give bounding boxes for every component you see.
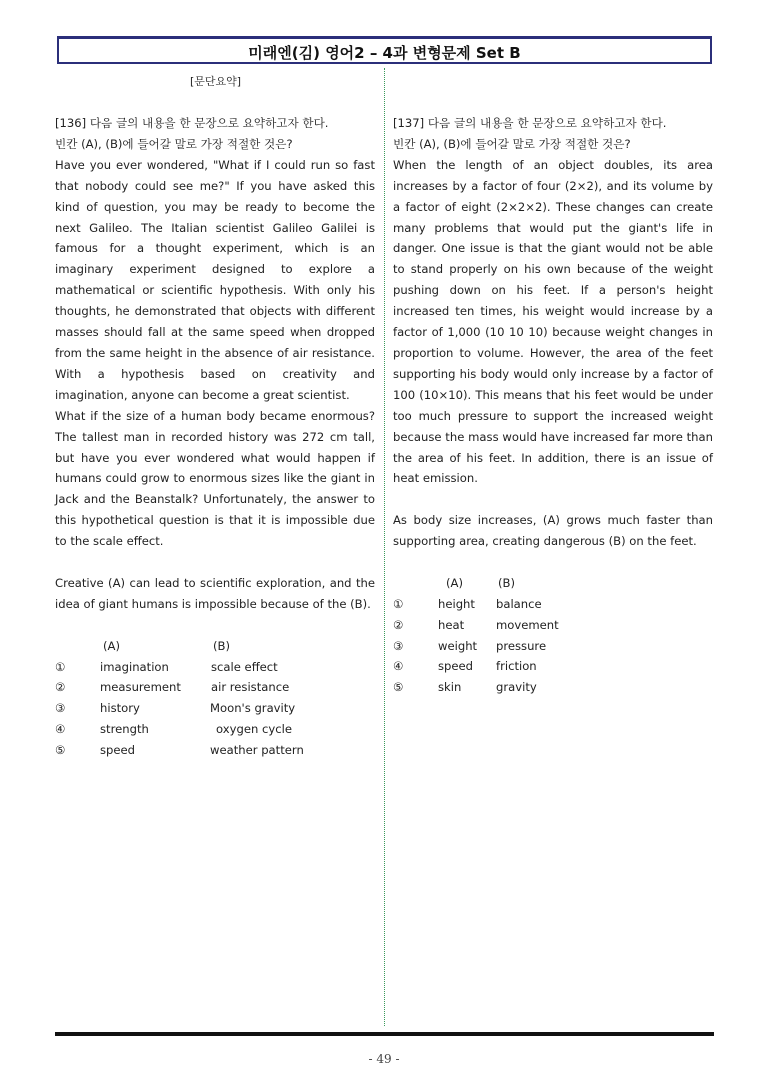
option-a: skin bbox=[438, 680, 462, 695]
left-column bbox=[55, 113, 375, 761]
option-a: heat bbox=[438, 617, 465, 632]
question-136-line2: 빈칸 (A), (B)에 들어갈 말로 가장 적절한 것은? bbox=[55, 136, 293, 151]
passage-136-paragraph-2: What if the size of a human body became enormous? The tallest man in recorded history was 272 cm tall, but have you ever wondered what would happen if humans could grow to enormous sizes like the giant in Jack and the Beanstalk? Unfortunately, the answer to this hypothetical question is that it is impossible due to the scale effect. bbox=[55, 408, 375, 549]
spacer bbox=[393, 489, 713, 510]
option-b: balance bbox=[496, 596, 542, 611]
option-a: strength bbox=[100, 722, 149, 737]
option-number: ③ bbox=[55, 701, 66, 716]
bottom-rule bbox=[55, 1032, 714, 1036]
option-b: weather pattern bbox=[210, 743, 304, 758]
title-box bbox=[57, 36, 712, 64]
summary-137: As body size increases, (A) grows much faster than supporting area, creating dangerous (B) on the feet. bbox=[393, 513, 713, 549]
option-row[interactable] bbox=[55, 740, 375, 761]
option-row[interactable] bbox=[55, 677, 375, 698]
options-header-137 bbox=[393, 573, 713, 594]
option-number: ④ bbox=[393, 659, 404, 674]
option-number: ⑤ bbox=[55, 743, 66, 758]
option-b: Moon's gravity bbox=[210, 701, 296, 716]
column-a-label: (A) bbox=[103, 638, 120, 653]
option-row[interactable] bbox=[55, 698, 375, 719]
column-b-label: (B) bbox=[498, 575, 516, 590]
option-b: movement bbox=[496, 617, 559, 632]
option-row[interactable] bbox=[393, 615, 713, 636]
option-b: oxygen cycle bbox=[216, 722, 292, 737]
option-a: speed bbox=[438, 659, 474, 674]
page-title: 미래엔(김) 영어2 – 4과 변형문제 Set B bbox=[248, 44, 521, 62]
column-divider bbox=[384, 68, 385, 1026]
spacer bbox=[393, 552, 713, 573]
option-b: gravity bbox=[496, 680, 537, 695]
option-row[interactable] bbox=[393, 656, 713, 677]
option-a: height bbox=[438, 596, 475, 611]
option-a: speed bbox=[100, 743, 136, 758]
spacer bbox=[55, 552, 375, 573]
option-a: measurement bbox=[100, 680, 181, 695]
option-a: imagination bbox=[100, 659, 169, 674]
passage-137: When the length of an object doubles, its area increases by a factor of four (2×2), and its volume by a factor of eight (2×2×2). These changes can create many problems that would put the giant's life in danger. One issue is that the giant would not be able to stand properly on his own because of the weight pushing down on his feet. If a person's height increased ten times, his weight would increase by a factor of 1,000 (10 10 10) because weight changes in proportion to volume. However, the area of the feet supporting his body would only increase by a factor of 100 (10×10). This means that his feet would be under too much pressure to support the increased weight because the mass would have increased far more than the area of his feet. In addition, there is an issue of heat emission. bbox=[393, 157, 713, 486]
right-column bbox=[393, 113, 713, 698]
option-b: air resistance bbox=[211, 680, 290, 695]
option-number: ② bbox=[55, 680, 66, 695]
question-136-line1: [136] 다음 글의 내용을 한 문장으로 요약하고자 한다. bbox=[55, 116, 329, 130]
option-row[interactable] bbox=[393, 636, 713, 657]
option-b: friction bbox=[496, 659, 537, 674]
option-number: ① bbox=[55, 659, 66, 674]
summary-136: Creative (A) can lead to scientific exploration, and the idea of giant humans is impossible because of the (B). bbox=[55, 575, 375, 611]
option-a: history bbox=[100, 701, 140, 716]
question-137-line2: 빈칸 (A), (B)에 들어갈 말로 가장 적절한 것은? bbox=[393, 136, 631, 151]
option-a: weight bbox=[438, 638, 478, 653]
option-row[interactable] bbox=[393, 594, 713, 615]
page-number: - 49 - bbox=[368, 1052, 400, 1066]
option-b: scale effect bbox=[211, 659, 278, 674]
column-b-label: (B) bbox=[213, 638, 231, 653]
option-row[interactable] bbox=[55, 657, 375, 678]
spacer bbox=[55, 615, 375, 636]
option-number: ② bbox=[393, 617, 404, 632]
option-number: ④ bbox=[55, 722, 66, 737]
question-137-line1: [137] 다음 글의 내용을 한 문장으로 요약하고자 한다. bbox=[393, 116, 667, 130]
option-row[interactable] bbox=[55, 719, 375, 740]
option-number: ① bbox=[393, 596, 404, 611]
options-header-136 bbox=[55, 636, 375, 657]
option-b: pressure bbox=[496, 638, 547, 653]
option-row[interactable] bbox=[393, 677, 713, 698]
option-number: ⑤ bbox=[393, 680, 404, 695]
section-label: [문단요약] bbox=[190, 75, 242, 88]
column-a-label: (A) bbox=[446, 575, 463, 590]
option-number: ③ bbox=[393, 638, 404, 653]
passage-136-paragraph-1: Have you ever wondered, "What if I could run so fast that nobody could see me?" If you have asked this kind of question, you may be ready to become the next Galileo. The Italian scientist Galileo Galilei is famous for a thought experiment, which is an imaginary experiment designed to explore a mathematical or scientific hypothesis. With only his thoughts, he demonstrated that objects with different masses should fall at the same speed when dropped from the same height in the absence of air resistance. With a hypothesis based on creativity and imagination, anyone can become a great scientist. bbox=[55, 157, 375, 402]
